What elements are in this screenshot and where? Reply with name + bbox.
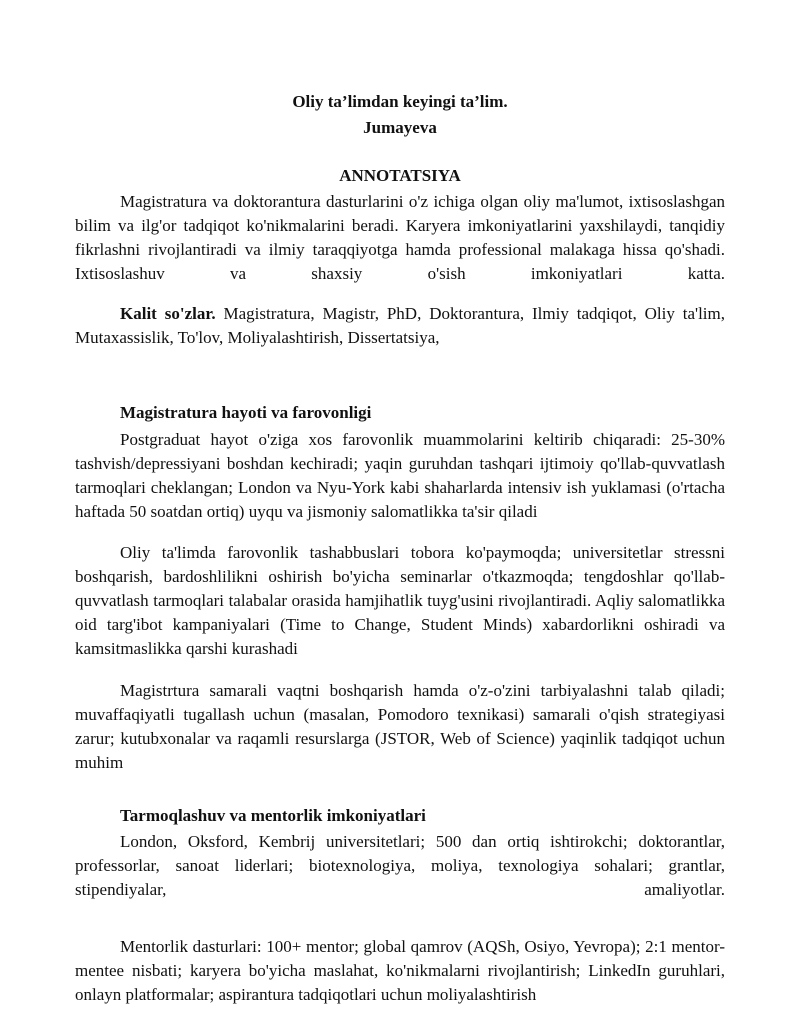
keywords-label: Kalit so'zlar. — [120, 304, 216, 323]
section1-paragraph-1: Postgraduat hayot o'ziga xos farovonlik muammolarini keltirib chiqaradi: 25-30% tashvish/depressiyani boshdan kechiradi; yaqin guruhdan tashqari ijtimoiy qo'llab-quvvatlash tarmoqlari cheklangan; London va Nyu-York kabi shaharlarda intensiv ish yuklamasi (o'rtacha haftada 50 soatdan ortiq) uyqu va jismoniy salomatlikka ta'sir qiladi — [75, 430, 725, 521]
section1-paragraph-2: Oliy ta'limda farovonlik tashabbuslari tobora ko'paymoqda; universitetlar stressni boshqarish, bardoshlilikni oshirish bo'yicha seminarlar o'tkazmoqda; tengdoshlar qo'llab-quvvatlash tarmoqlari talabalar orasida hamjihatlik tuyg'usini rivojlantiradi. Aqliy salomatlikka oid targ'ibot kampaniyalari (Time to Change, Student Minds) xabardorlikni oshiradi va kamsitmaslikka qarshi kurashadi — [75, 543, 725, 658]
document-author: Jumayeva — [363, 118, 437, 137]
section1-paragraph-3: Magistrtura samarali vaqtni boshqarish hamda o'z-o'zini tarbiyalashni talab qiladi; muvaffaqiyatli tugallash uchun (masalan, Pomodoro texnikasi) samarali o'qish strategiyasi zarur; kutubxonalar va raqamli resurslarga (JSTOR, Web of Science) yaqinlik tadqiqot uchun muhim — [75, 681, 725, 772]
annotation-heading: ANNOTATSIYA — [339, 166, 461, 185]
section2-heading: Tarmoqlashuv va mentorlik imkoniyatlari — [120, 806, 426, 825]
section2-paragraph-1: London, Oksford, Kembrij universitetlari; 500 dan ortiq ishtirokchi; doktorantlar, professorlar, sanoat liderlari; biotexnologiya, moliya, texnologiya sohalari; grantlar, stipendiyalar, amaliyotlar. — [75, 832, 725, 899]
document-title: Oliy ta’limdan keyingi ta’lim. — [292, 92, 508, 111]
section1-heading: Magistratura hayoti va farovonligi — [120, 403, 372, 422]
keywords-text: Magistratura, Magistr, PhD, Doktorantura, Ilmiy tadqiqot, Oliy ta'lim, Mutaxassislik, To'lov, Moliyalashtirish, Dissertatsiya, — [75, 304, 725, 347]
annotation-paragraph: Magistratura va doktorantura dasturlarini o'z ichiga olgan oliy ma'lumot, ixtisoslashgan bilim va ilg'or tadqiqot ko'nikmalarini beradi. Karyera imkoniyatlarini yaxshilaydi, tanqidiy fikrlashni rivojlantiradi va ilmiy taraqqiyotga hamda professional malakaga hissa qo'shadi. Ixtisoslashuv va shaxsiy o'sish imkoniyatlari katta. — [75, 192, 725, 283]
section2-paragraph-2: Mentorlik dasturlari: 100+ mentor; global qamrov (AQSh, Osiyo, Yevropa); 2:1 mentor-mentee nisbati; karyera bo'yicha maslahat, ko'nikmalarni rivojlantirish; LinkedIn guruhlari, onlayn platformalar; aspirantura tadqiqotlari uchun moliyalashtirish — [75, 937, 725, 1004]
keywords-paragraph — [75, 302, 725, 350]
